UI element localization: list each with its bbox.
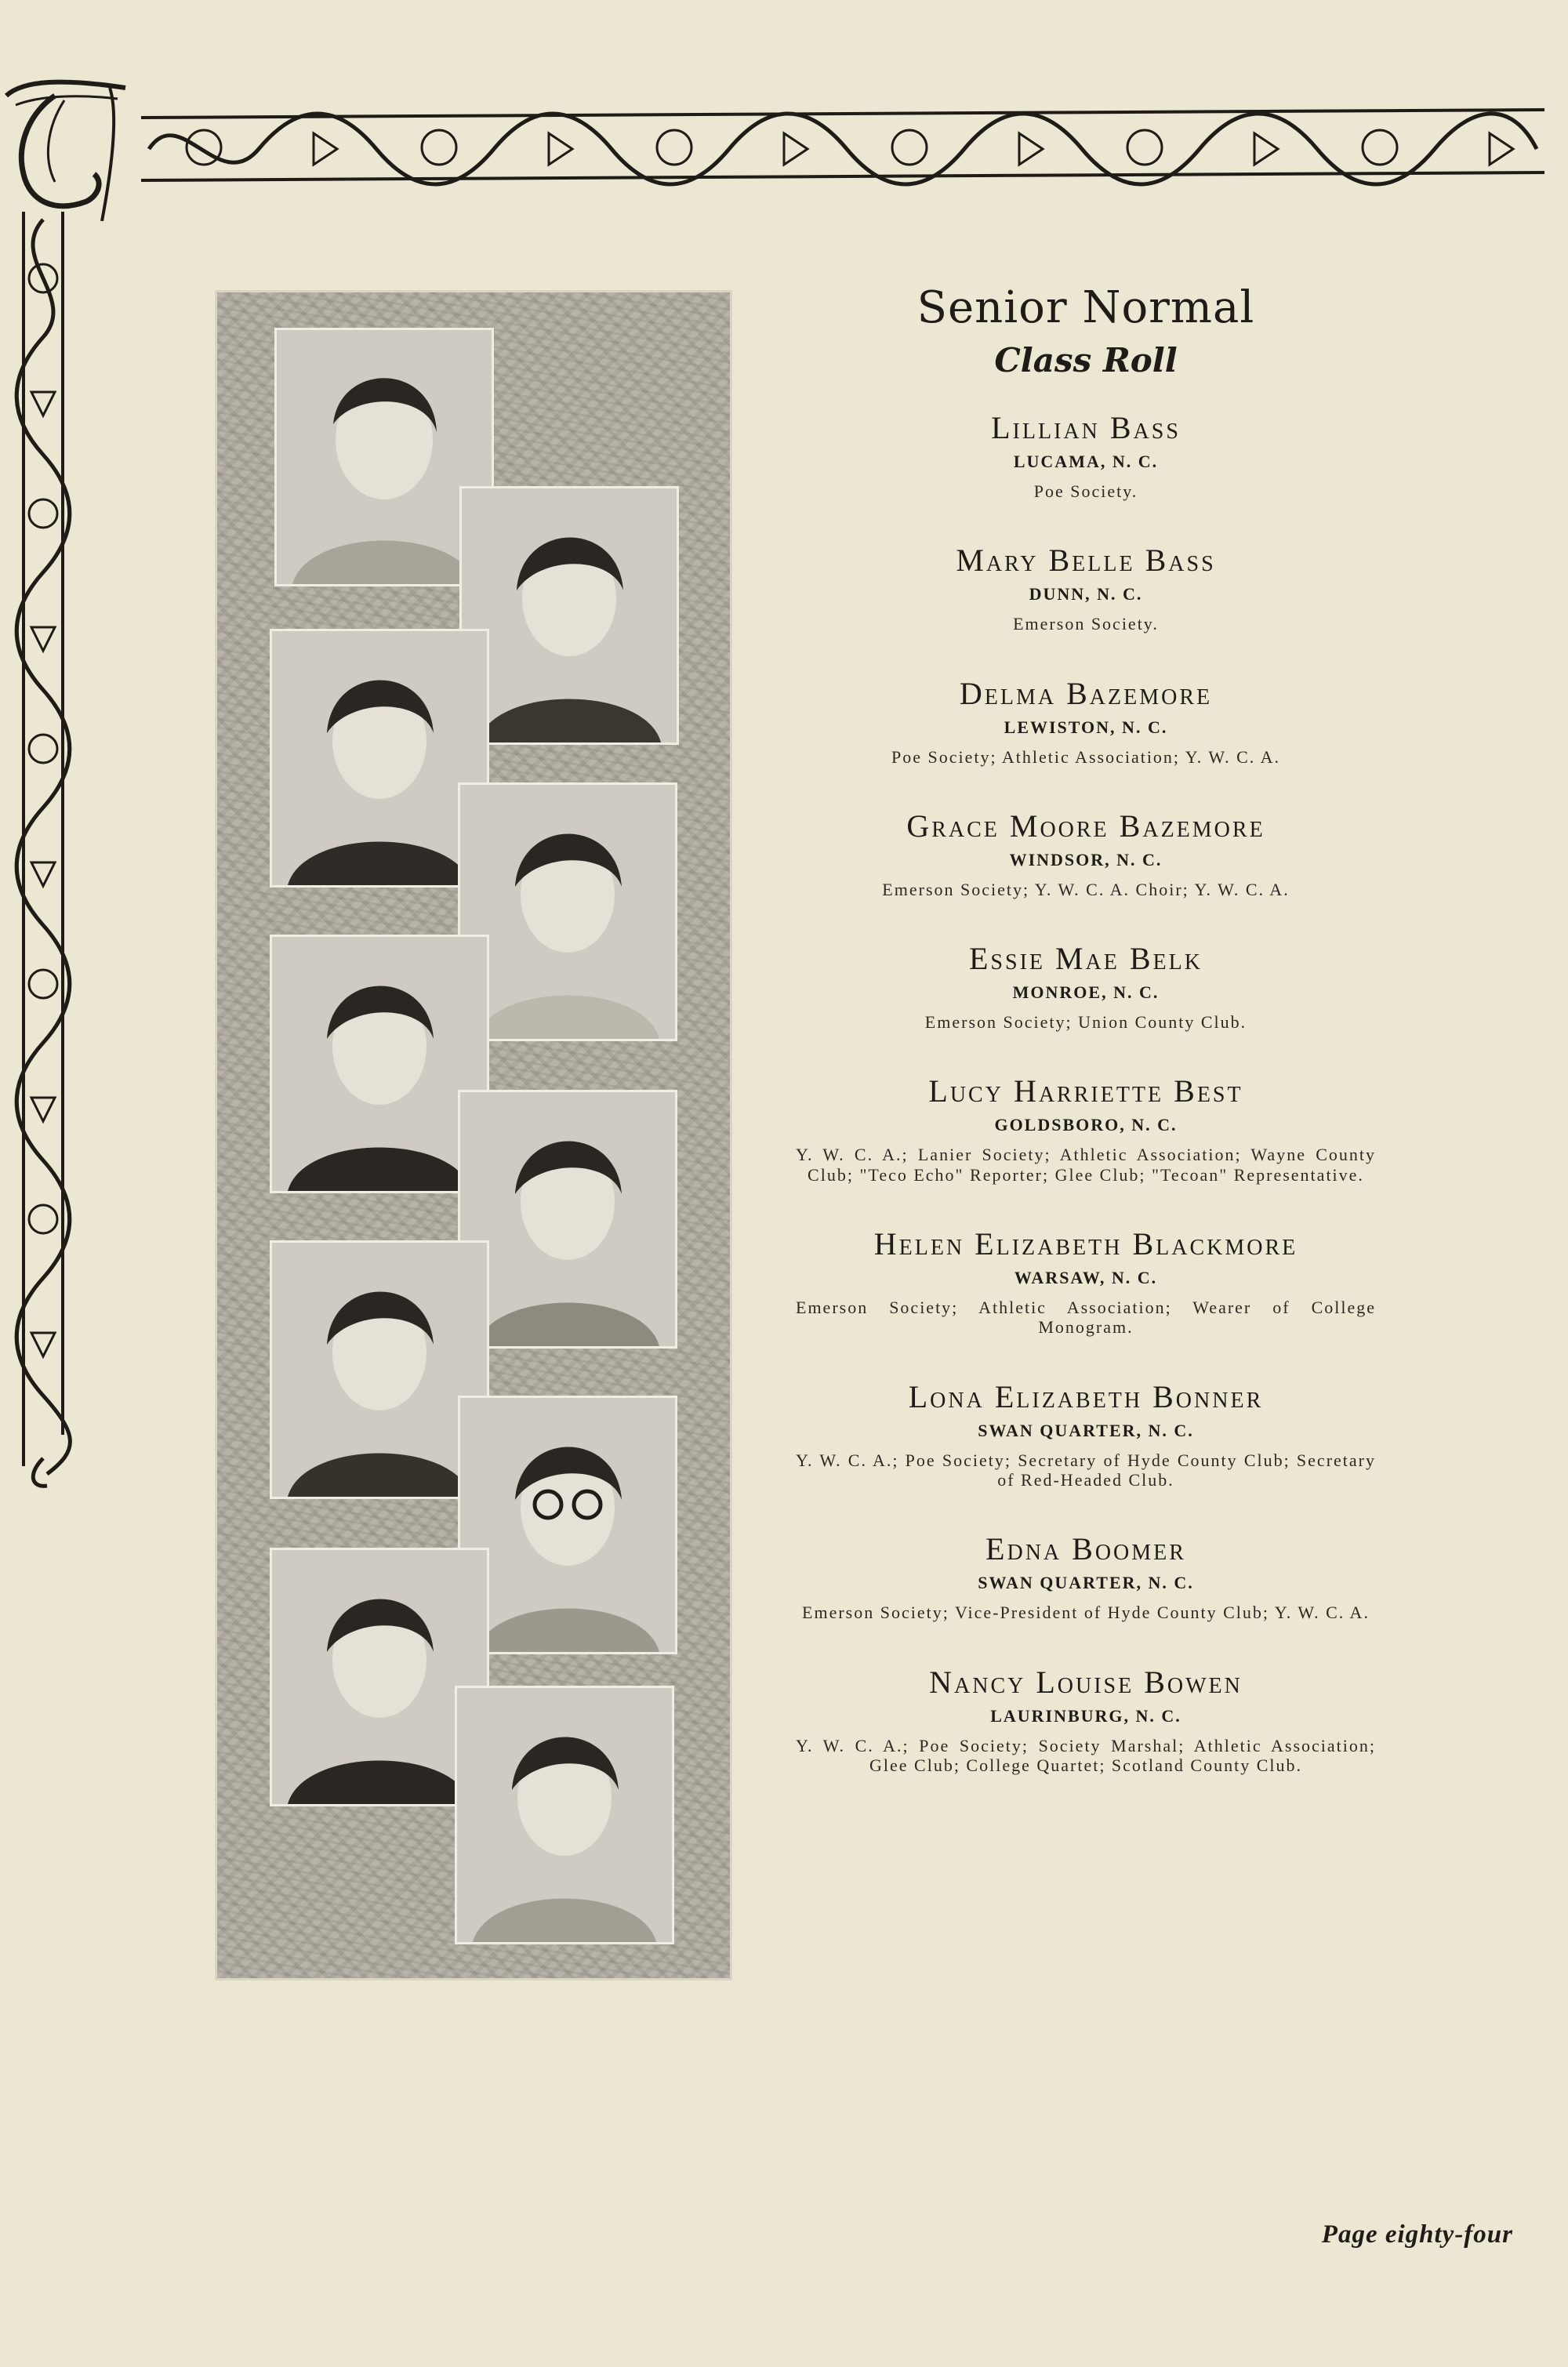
roll-entry [796,1227,1376,1338]
member-hometown: MONROE, N. C. [1012,982,1160,1003]
member-hometown: DUNN, N. C. [1029,584,1143,604]
member-hometown: GOLDSBORO, N. C. [994,1115,1178,1135]
member-hometown: SWAN QUARTER, N. C. [978,1573,1194,1593]
member-name: Essie Mae Belk [968,941,1203,977]
page-title: Senior Normal [916,282,1255,333]
member-hometown: WARSAW, N. C. [1014,1268,1158,1288]
member-name: Lucy Harriette Best [928,1073,1243,1109]
roll-entry [796,1532,1376,1622]
member-activities: Poe Society; Athletic Association; Y. W. C. A. [891,746,1280,767]
roll-entry [796,677,1376,767]
vine-scroll-border-icon [0,212,86,1490]
roll-entry [796,1380,1376,1490]
member-name: Grace Moore Bazemore [906,808,1265,844]
member-name: Helen Elizabeth Blackmore [873,1226,1298,1262]
member-name: Nancy Louise Bowen [929,1664,1243,1700]
member-activities: Emerson Society; Athletic Association; Wearer of College Monogram. [796,1298,1376,1338]
roll-entry [796,411,1376,501]
member-activities: Emerson Society. [1013,614,1159,634]
member-activities: Poe Society. [1033,481,1138,501]
portrait-photo [458,1090,677,1349]
member-activities: Y. W. C. A.; Poe Society; Society Marshal; Athletic Association; Glee Club; College Quartet; Scotland County Club. [796,1735,1376,1775]
member-name: Mary Belle Bass [956,543,1216,579]
roll-entry [796,942,1376,1032]
member-hometown: LUCAMA, N. C. [1013,452,1159,471]
member-activities: Emerson Society; Vice-President of Hyde County Club; Y. W. C. A. [802,1603,1370,1623]
class-roll [796,282,1376,1817]
member-activities: Emerson Society; Y. W. C. A. Choir; Y. W. C. A. [882,879,1290,899]
portrait-photo [270,935,489,1193]
page-number: Page eighty-four [1321,2220,1513,2249]
vine-scroll-border-icon [133,86,1552,204]
portrait-photo [459,486,679,745]
portrait-collage [215,290,732,1980]
portrait-photo [455,1686,674,1944]
member-activities: Y. W. C. A.; Poe Society; Secretary of Hyde County Club; Secretary of Red-Headed Club. [796,1450,1376,1490]
page-subtitle: Class Roll [994,341,1178,379]
ornate-letter-t-icon [0,64,133,221]
portrait-photo [458,1396,677,1654]
portrait-photo [270,629,489,888]
member-hometown: LAURINBURG, N. C. [990,1705,1181,1726]
member-name: Edna Boomer [985,1531,1186,1567]
roll-entry [796,1074,1376,1185]
roll-entry [796,543,1376,633]
member-hometown: WINDSOR, N. C. [1009,849,1163,869]
member-activities: Emerson Society; Union County Club. [924,1012,1247,1033]
roll-entry [796,1665,1376,1776]
member-name: Lona Elizabeth Bonner [908,1378,1264,1414]
member-activities: Y. W. C. A.; Lanier Society; Athletic Association; Wayne County Club; "Teco Echo" Reporter; Glee Club; "Tecoan" Representative. [796,1145,1376,1185]
portrait-photo [270,1240,489,1499]
portrait-photo [458,782,677,1041]
roll-entry [796,809,1376,899]
member-name: Delma Bazemore [959,675,1213,711]
member-hometown: SWAN QUARTER, N. C. [978,1420,1194,1440]
member-name: Lillian Bass [991,410,1181,445]
member-hometown: LEWISTON, N. C. [1004,717,1168,737]
